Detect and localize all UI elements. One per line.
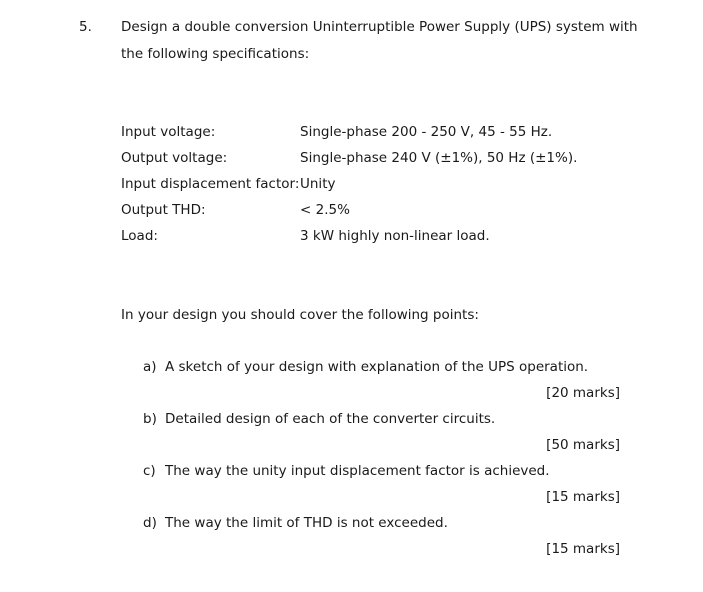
point-b-label: b) [143, 411, 157, 427]
point-c-marks: [15 marks] [546, 489, 620, 505]
point-d-marks: [15 marks] [546, 541, 620, 557]
point-a-marks: [20 marks] [546, 385, 620, 401]
spec-label-output-voltage: Output voltage: [121, 150, 228, 166]
point-d-label: d) [143, 515, 157, 531]
point-b-text: Detailed design of each of the converter circuits. [165, 411, 496, 427]
spec-label-input-voltage: Input voltage: [121, 124, 216, 140]
point-d-text: The way the limit of THD is not exceeded. [165, 515, 448, 531]
spec-label-displacement-factor: Input displacement factor: [121, 176, 300, 192]
point-a-label: a) [143, 359, 157, 375]
spec-value-input-voltage: Single-phase 200 - 250 V, 45 - 55 Hz. [300, 124, 553, 140]
point-a-text: A sketch of your design with explanation of the UPS operation. [165, 359, 589, 375]
spec-label-load: Load: [121, 228, 158, 244]
covers-instruction: In your design you should cover the following points: [121, 307, 479, 323]
point-c-text: The way the unity input displacement factor is achieved. [165, 463, 550, 479]
spec-value-load: 3 kW highly non-linear load. [300, 228, 490, 244]
spec-label-output-thd: Output THD: [121, 202, 206, 218]
spec-value-displacement-factor: Unity [300, 176, 336, 192]
point-b-marks: [50 marks] [546, 437, 620, 453]
question-number: 5. [79, 19, 92, 35]
question-intro-line-1: Design a double conversion Uninterruptible Power Supply (UPS) system with [121, 19, 638, 35]
spec-value-output-thd: < 2.5% [300, 202, 350, 218]
question-intro-line-2: the following specifications: [121, 46, 310, 62]
spec-value-output-voltage: Single-phase 240 V (±1%), 50 Hz (±1%). [300, 150, 578, 166]
point-c-label: c) [143, 463, 156, 479]
